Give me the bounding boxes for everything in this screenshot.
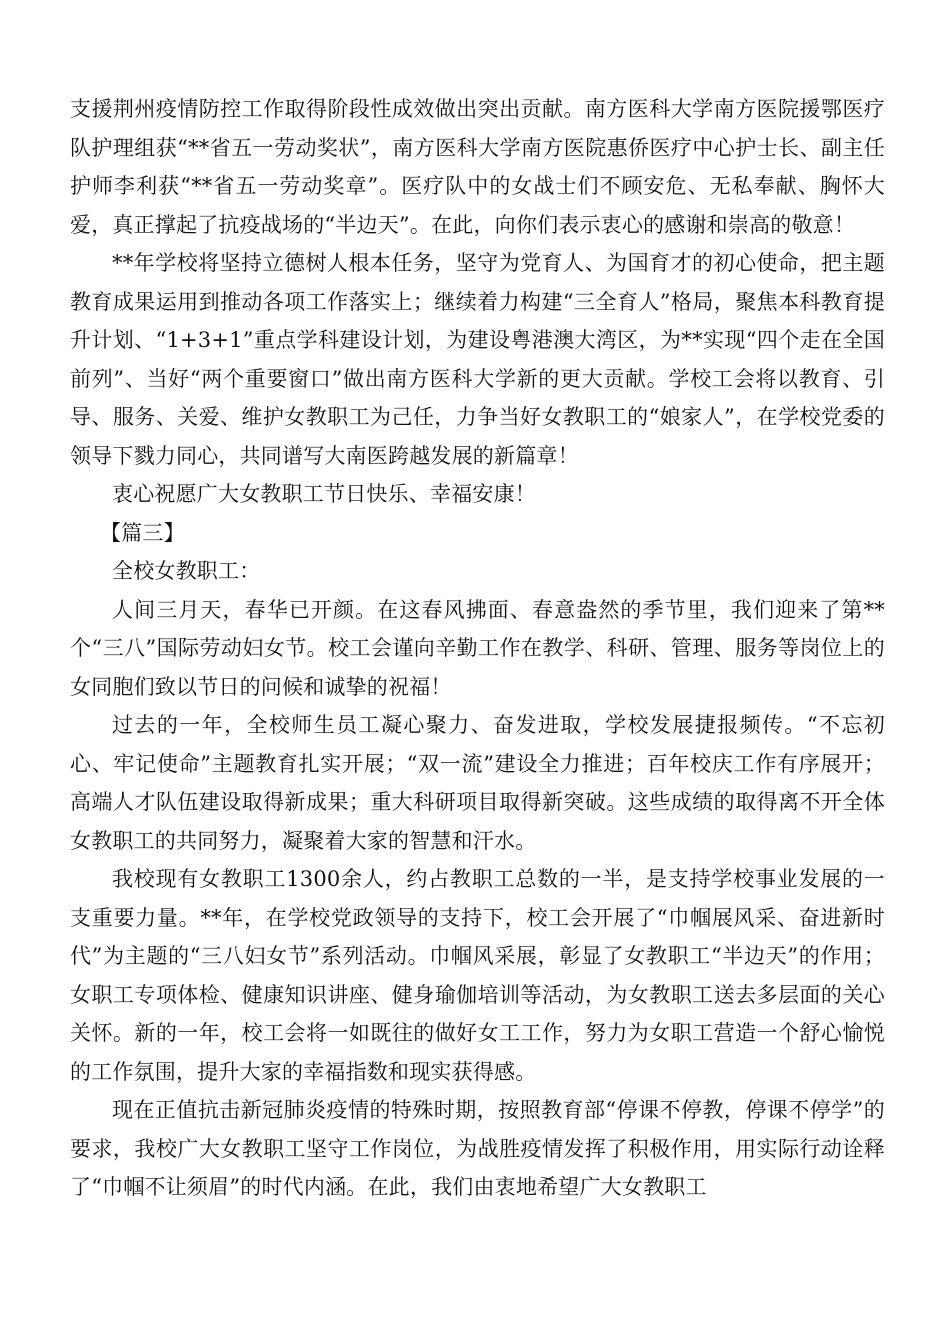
section-heading: 【篇三】 bbox=[100, 520, 185, 545]
document-body bbox=[70, 90, 885, 1207]
salutation: 全校女教职工： bbox=[112, 559, 261, 583]
paragraph-continued: 支援荆州疫情防控工作取得阶段性成效做出突出贡献。南方医科大学南方医院援鄂医疗队护理组获“**省五一劳动奖状”，南方医科大学南方医院惠侨医疗中心护士长、副主任护师李利获“**省五一劳动奖章”。医疗队中的女战士们不顾安危、无私奉献、胸怀大爱，真正撑起了抗疫战场的“半边天”。在此，向你们表示衷心的感谢和崇高的敬意！ bbox=[70, 97, 885, 237]
paragraph-epidemic: 现在正值抗击新冠肺炎疫情的特殊时期，按照教育部“停课不停教，停课不停学”的要求，我校广大女教职工坚守工作岗位，为战胜疫情发挥了积极作用，用实际行动诠释了“巾帼不让须眉”的时代内涵。在此，我们由衷地希望广大女教职工 bbox=[70, 1098, 885, 1199]
paragraph-staff: 我校现有女教职工1300余人，约占教职工总数的一半，是支持学校事业发展的一支重要力量。**年，在学校党政领导的支持下，校工会开展了“巾帼展风采、奋进新时代”为主题的“三八妇女节”系列活动。巾帼风采展，彰显了女教职工“半边天”的作用；女职工专项体检、健康知识讲座、健身瑜伽培训等活动，为女教职工送去多层面的关心关怀。新的一年，校工会将一如既往的做好女工工作，努力为女职工营造一个舒心愉悦的工作氛围，提升大家的幸福指数和现实获得感。 bbox=[70, 867, 885, 1084]
paragraph-plan: **年学校将坚持立德树人根本任务，坚守为党育人、为国育才的初心使命，把主题教育成果运用到推动各项工作落实上；继续着力构建“三全育人”格局，聚焦本科教育提升计划、“1+3+1”重点学科建设计划，为建设粤港澳大湾区，为**实现“四个走在全国前列”、当好“两个重要窗口”做出南方医科大学新的更大贡献。学校工会将以教育、引导、服务、关爱、维护女教职工为己任，力争当好女教职工的“娘家人”，在学校党委的领导下戮力同心，共同谱写大南医跨越发展的新篇章！ bbox=[70, 251, 885, 468]
paragraph-wishes: 衷心祝愿广大女教职工节日快乐、幸福安康！ bbox=[112, 482, 536, 506]
paragraph-spring: 人间三月天，春华已开颜。在这春风拂面、春意盎然的季节里，我们迎来了第**个“三八”国际劳动妇女节。校工会谨向辛勤工作在教学、科研、管理、服务等岗位上的女同胞们致以节日的问候和诚挚的祝福！ bbox=[70, 597, 885, 699]
paragraph-past-year: 过去的一年，全校师生员工凝心聚力、奋发进取，学校发展捷报频传。“不忘初心、牢记使命”主题教育扎实开展；“双一流”建设全力推进；百年校庆工作有序展开；高端人才队伍建设取得新成果；重大科研项目取得新突破。这些成绩的取得离不开全体女教职工的共同努力，凝聚着大家的智慧和汗水。 bbox=[70, 713, 885, 853]
